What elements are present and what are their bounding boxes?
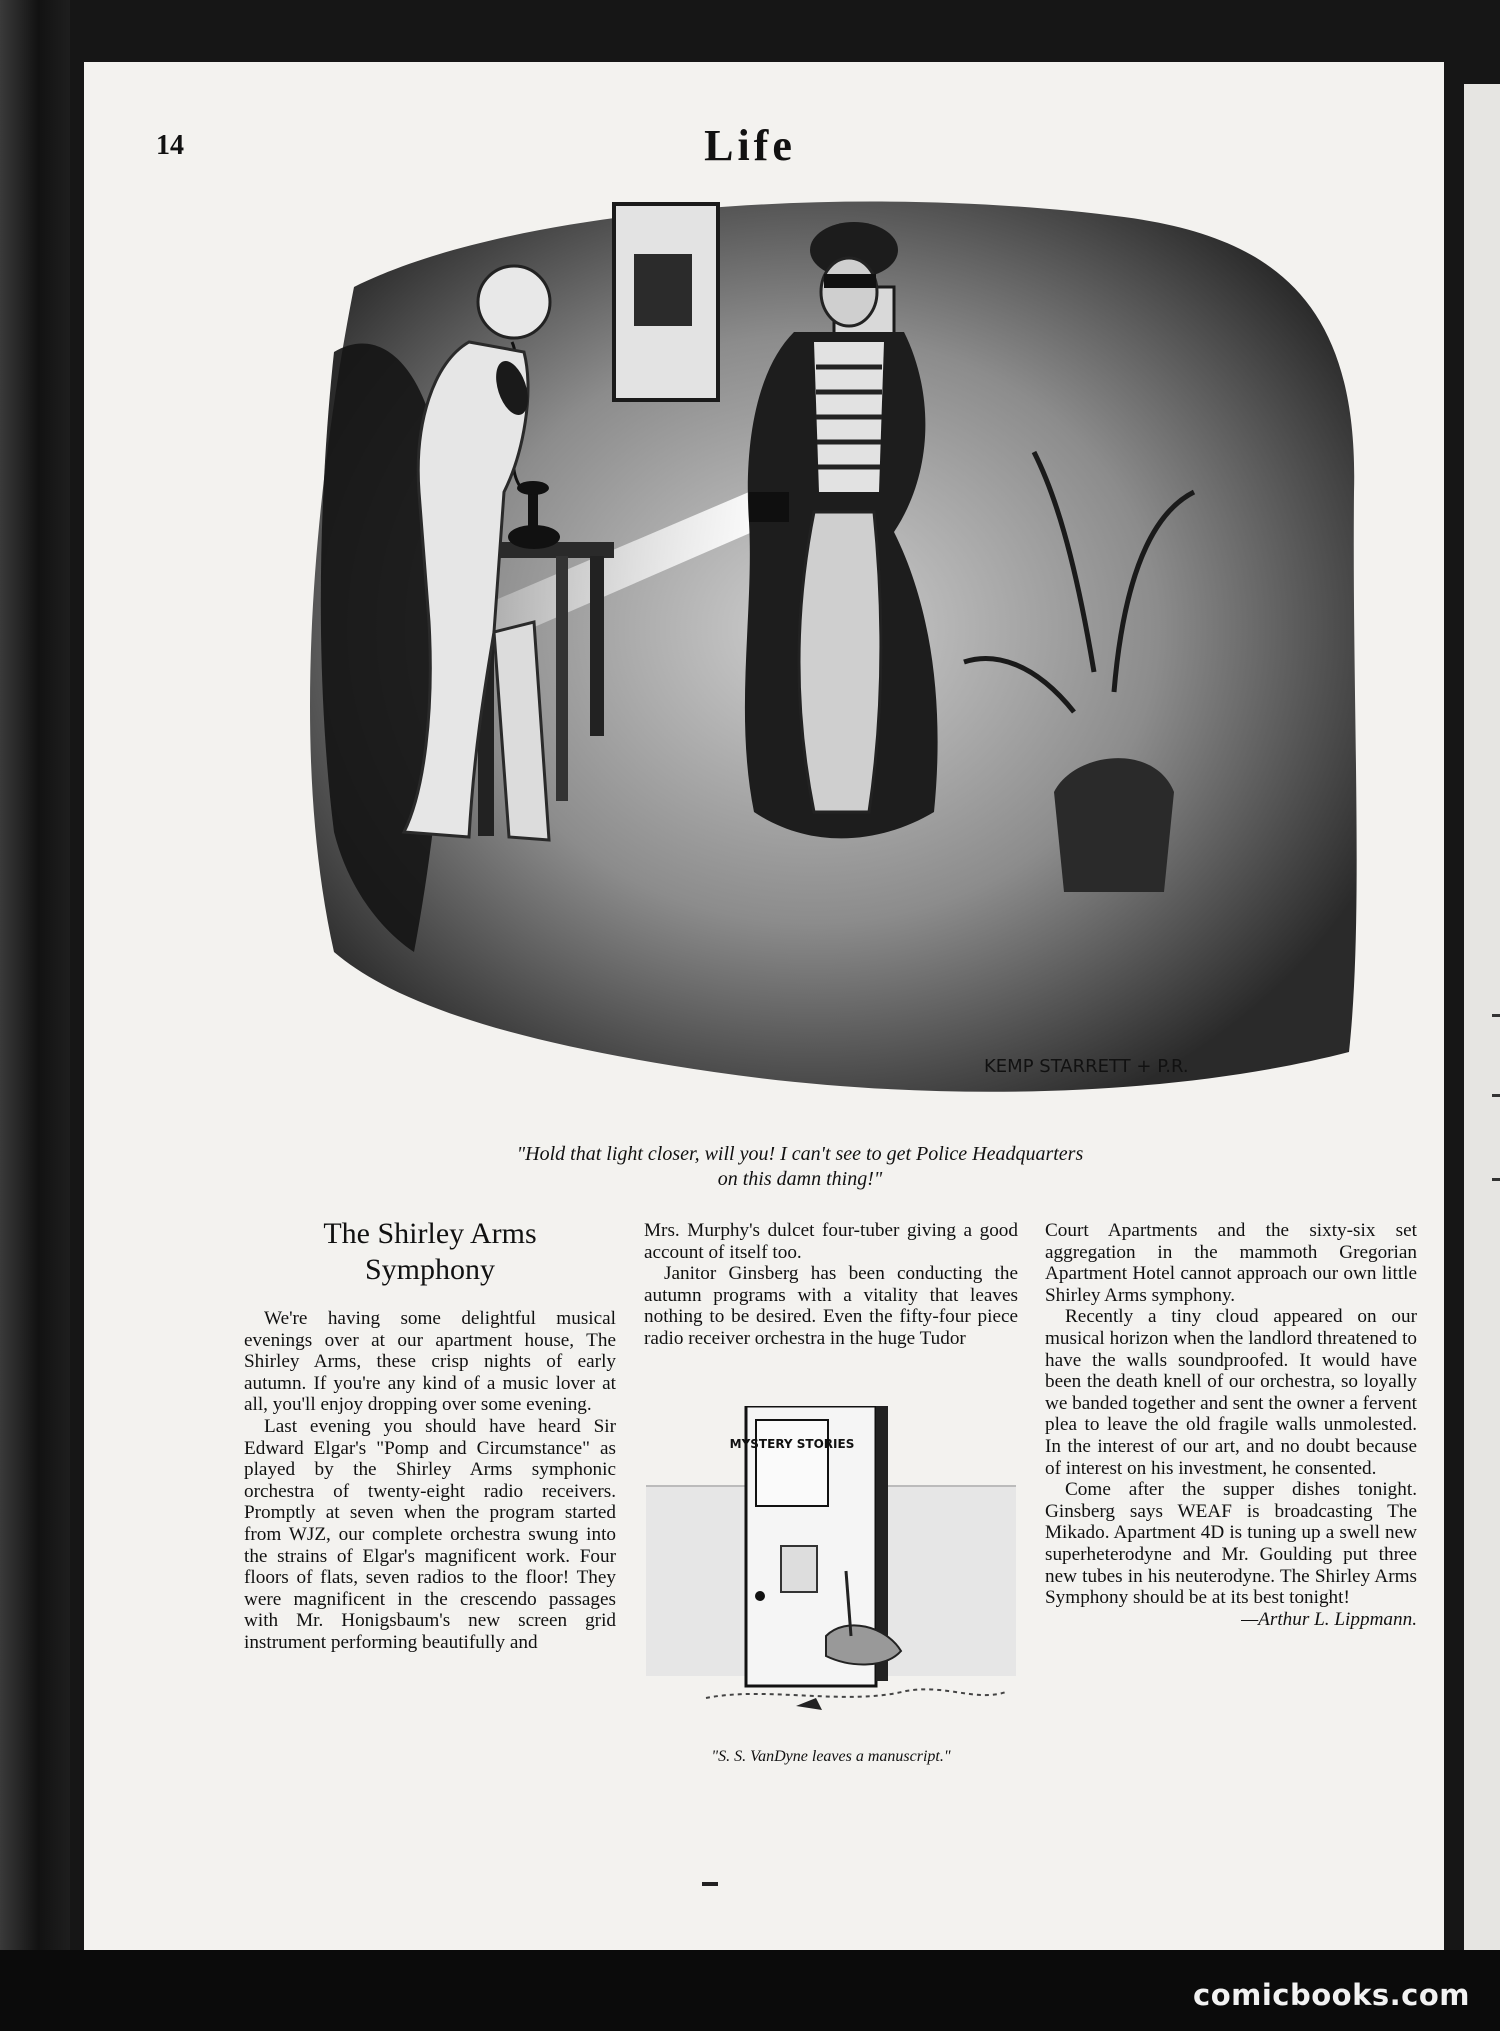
page-footer-dash	[702, 1882, 718, 1886]
cartoon-burglar-telephone-illustration	[294, 192, 1369, 1107]
article-paragraph: We're having some delightful musical evenings over at our apartment house, The Shirley Arms, these crisp nights of early autumn. If you're any kind of a music lover at all, you'll enjoy dropping over some evening.	[244, 1308, 616, 1416]
adjacent-page-edge	[1464, 84, 1500, 1950]
scan-left-edge	[0, 0, 70, 2031]
cartoon-caption-line: on this damn thing!"	[717, 1168, 883, 1190]
article-paragraph: Recently a tiny cloud appeared on our musical horizon when the landlord threatened to have the walls soundproofed. It would have been the death knell of our orchestra, so loyally we banded together and sent the owner a fervent plea to leave the old fragile walls unmolested. In the interest of our art, and no doubt because of interest on his investment, he consented.	[1045, 1306, 1417, 1479]
article-paragraph: Last evening you should have heard Sir Edward Elgar's "Pomp and Circumstance" as played by the Shirley Arms symphonic orchestra of twenty-eight radio receivers. Promptly at seven when the program started from WJZ, our complete orchestra swung into the strains of Elgar's magnificent work. Four floors of flats, seven radios to the floor! They were magnificent in the crescendo passages with Mr. Honigsbaum's new screen grid instrument performing beautifully and	[244, 1415, 616, 1653]
site-watermark: comicbooks.com	[1193, 1978, 1470, 2012]
article-title-line: Symphony	[364, 1253, 496, 1286]
mystery-door-cartoon-illustration	[646, 1406, 1016, 1734]
article-paragraph: Come after the supper dishes tonight. Ginsberg says WEAF is broadcasting The Mikado. Apartment 4D is tuning up a swell new superheterodyne and Mr. Goulding put three new tubes in his neuterodyne. The Shirley Arms Symphony should be at its best tonight!	[1045, 1479, 1417, 1609]
adjacent-page-mark	[1492, 1014, 1500, 1017]
adjacent-page-mark	[1492, 1178, 1500, 1181]
article-column-2	[644, 1220, 1018, 1350]
article-title-line: The Shirley Arms	[323, 1217, 537, 1250]
magazine-masthead: Life	[704, 121, 796, 170]
adjacent-page-mark	[1492, 1094, 1500, 1097]
cartoon-caption	[300, 1142, 1300, 1192]
article-column-3	[1045, 1220, 1417, 1630]
article-paragraph: Janitor Ginsberg has been conducting the autumn programs with a vitality that leaves nothing to be desired. Even the fifty-four piece radio receiver orchestra in the huge Tudor	[644, 1263, 1018, 1349]
artist-signature: KEMP STARRETT + P.R.	[984, 1056, 1189, 1077]
page-number: 14	[156, 130, 184, 161]
article-paragraph: Mrs. Murphy's dulcet four-tuber giving a good account of itself too.	[644, 1220, 1018, 1263]
article-byline: —Arthur L. Lippmann.	[1241, 1608, 1417, 1630]
article-title	[240, 1216, 620, 1288]
door-sign-text: MYSTERY STORIES	[729, 1437, 855, 1451]
article-paragraph: Court Apartments and the sixty-six set aggregation in the mammoth Gregorian Apartment Hotel cannot approach our own little Shirley Arms symphony.	[1045, 1220, 1417, 1306]
cartoon-caption-line: "Hold that light closer, will you! I can't see to get Police Headquarters	[516, 1143, 1084, 1165]
spot-cartoon-caption: "S. S. VanDyne leaves a manuscript."	[711, 1748, 951, 1765]
article-column-1	[244, 1308, 616, 1654]
